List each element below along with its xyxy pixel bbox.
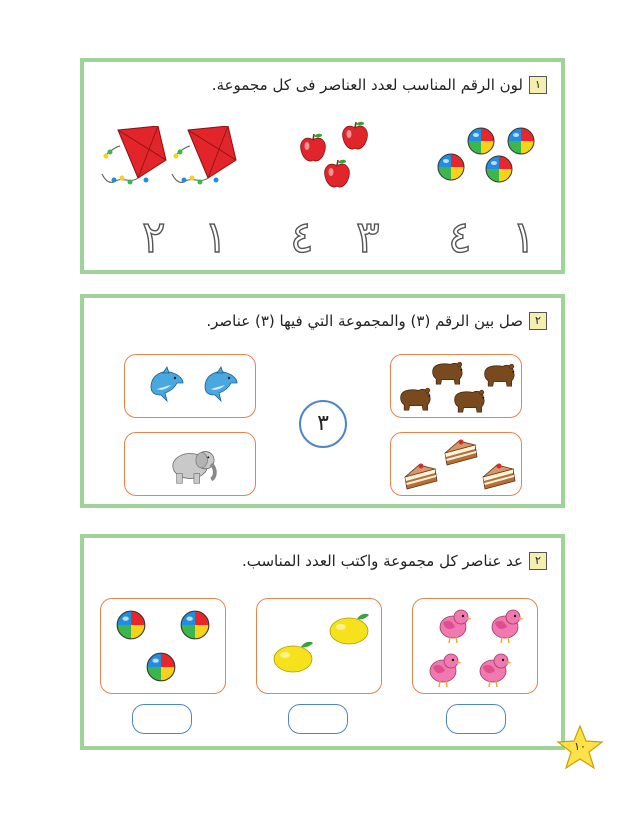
lemon-icon xyxy=(327,611,371,647)
bird-box xyxy=(412,598,538,694)
exercise-1-instruction: لون الرقم المناسب لعدد العناصر فى كل مجموعة. xyxy=(211,76,523,94)
choice-digit[interactable]: ١ xyxy=(204,212,228,263)
exercise-3-panel xyxy=(80,534,565,750)
ball-icon xyxy=(436,152,466,182)
apple-icon xyxy=(340,120,370,152)
exercise-1-badge: ١ xyxy=(529,76,547,94)
ball-icon xyxy=(115,609,147,641)
bear-icon xyxy=(429,359,465,386)
ball-group xyxy=(434,124,544,194)
ball-icon xyxy=(145,651,177,683)
cake-icon xyxy=(401,461,441,493)
target-number-circle[interactable]: ٣ xyxy=(299,400,347,448)
exercise-2-instruction: صل بين الرقم (٣) والمجموعة التي فيها (٣) عناصر. xyxy=(206,312,523,330)
bear-box[interactable] xyxy=(390,354,522,418)
choice-digit[interactable]: ٤ xyxy=(448,212,472,263)
exercise-2-title xyxy=(206,312,547,330)
apple-group xyxy=(298,118,378,198)
ball-icon xyxy=(179,609,211,641)
page-number: ١٠ xyxy=(574,740,586,753)
answer-box-birds[interactable] xyxy=(446,704,506,734)
kite-icon xyxy=(100,126,170,186)
choice-digit[interactable]: ٤ xyxy=(290,212,314,263)
choice-digit[interactable]: ٢ xyxy=(142,212,166,263)
dolphin-icon xyxy=(199,365,239,405)
ball-icon xyxy=(466,126,496,156)
cake-box[interactable] xyxy=(390,432,522,496)
bird-icon xyxy=(485,605,525,645)
answer-box-balls[interactable] xyxy=(132,704,192,734)
lemon-icon xyxy=(271,639,315,675)
elephant-icon xyxy=(163,441,221,489)
bear-icon xyxy=(397,385,433,412)
kite-group xyxy=(100,126,250,196)
kite-icon xyxy=(170,126,240,186)
dolphin-icon xyxy=(145,365,185,405)
lemon-box xyxy=(256,598,382,694)
ball-icon xyxy=(506,126,536,156)
bear-icon xyxy=(451,387,487,414)
answer-box-lemons[interactable] xyxy=(288,704,348,734)
ball-icon xyxy=(484,154,514,184)
exercise-3-badge: ٢ xyxy=(529,552,547,570)
elephant-box[interactable] xyxy=(124,432,256,496)
choice-digit[interactable]: ٣ xyxy=(356,212,380,263)
exercise-1-panel xyxy=(80,58,565,274)
exercise-1-title xyxy=(212,76,547,94)
cake-icon xyxy=(479,461,519,493)
bird-icon xyxy=(423,649,463,689)
ball-box xyxy=(100,598,226,694)
bear-icon xyxy=(481,361,517,388)
exercise-2-badge: ٢ xyxy=(529,312,547,330)
bird-icon xyxy=(473,649,513,689)
cake-icon xyxy=(441,437,481,469)
exercise-3-instruction: عد عناصر كل مجموعة واكتب العدد المناسب. xyxy=(241,552,523,570)
choice-digit[interactable]: ١ xyxy=(512,212,536,263)
dolphin-box[interactable] xyxy=(124,354,256,418)
exercise-3-title xyxy=(242,552,547,570)
apple-icon xyxy=(322,158,352,190)
bird-icon xyxy=(433,605,473,645)
exercise-2-panel xyxy=(80,294,565,508)
